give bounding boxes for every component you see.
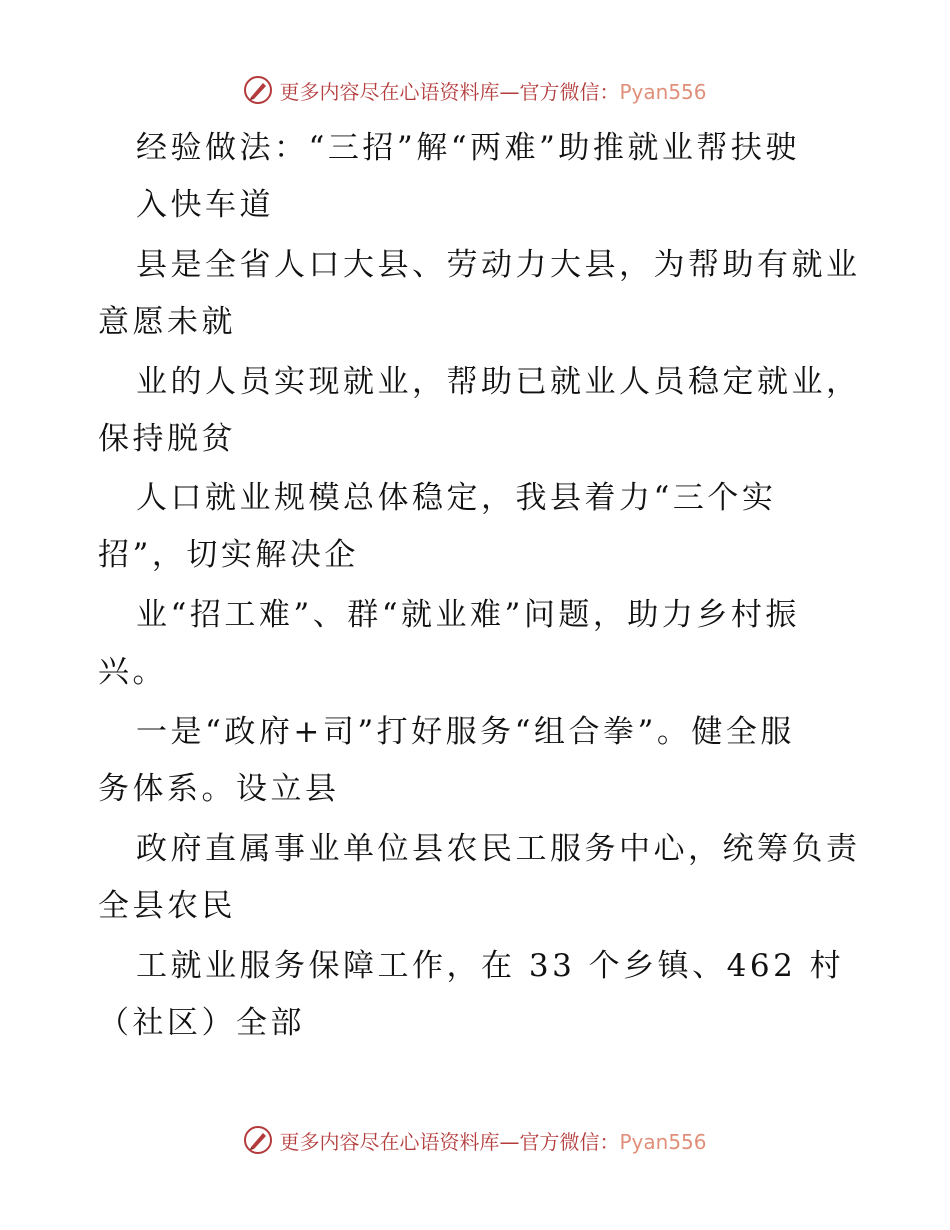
paragraph-line: 县是全省人口大县、劳动力大县，为帮助有就业 <box>136 247 861 283</box>
document-title-line-1: 经验做法：“三招”解“两难”助推就业帮扶驶 <box>136 130 800 166</box>
paragraph-line: 兴。 <box>98 654 167 690</box>
paragraph-line: 全县农民 <box>98 888 236 924</box>
paragraph-line: 业的人员实现就业，帮助已就业人员稳定就业， <box>136 364 861 400</box>
paragraph-line: 业“招工难”、群“就业难”问题，助力乡村振 <box>136 597 800 633</box>
paragraph-line: 政府直属事业单位县农民工服务中心，统筹负责 <box>136 831 861 867</box>
paragraph-line: （社区）全部 <box>98 1005 305 1041</box>
paragraph-line: 意愿未就 <box>98 304 236 340</box>
paragraph-line: 人口就业规模总体稳定，我县着力“三个实 <box>136 480 777 516</box>
watermark-text: 更多内容尽在心语资料库—官方微信：Pyan556 <box>279 1129 707 1154</box>
document-title-line-2: 入快车道 <box>136 187 274 223</box>
pen-logo-icon <box>243 1125 273 1155</box>
watermark-banner-top <box>0 72 950 108</box>
watermark-text: 更多内容尽在心语资料库—官方微信：Pyan556 <box>279 79 707 104</box>
paragraph-line: 一是“政府+司”打好服务“组合拳”。健全服 <box>136 714 795 750</box>
paragraph-line: 保持脱贫 <box>98 421 236 457</box>
paragraph-line: 招”，切实解决企 <box>98 537 359 573</box>
paragraph-line: 务体系。设立县 <box>98 771 340 807</box>
paragraph-line: 工就业服务保障工作，在 33 个乡镇、462 村 <box>136 948 845 984</box>
watermark-banner-bottom <box>0 1122 950 1158</box>
pen-logo-icon <box>243 75 273 105</box>
